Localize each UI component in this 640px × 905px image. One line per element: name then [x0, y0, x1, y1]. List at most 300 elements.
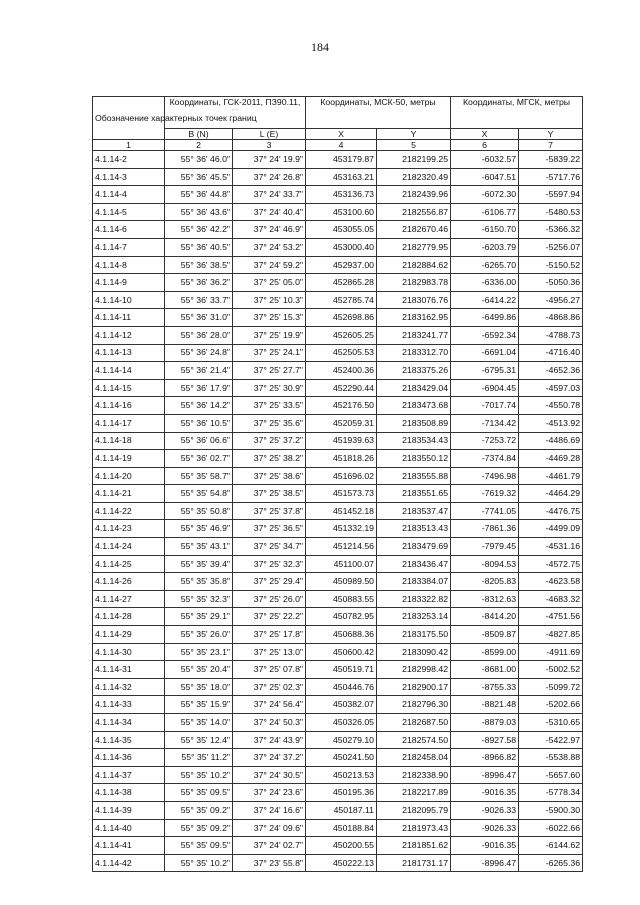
mgsk-x-cell: -7496.98 [451, 467, 519, 485]
msk-y-cell: 2183312.70 [377, 344, 451, 362]
msk-y-cell: 2183162.95 [377, 309, 451, 327]
msk-y-cell: 2182779.95 [377, 238, 451, 256]
header-mgsk-x: X [451, 129, 519, 140]
point-id-cell: 4.1.14-41 [93, 837, 165, 855]
msk-x-cell: 450883.55 [306, 590, 377, 608]
longitude-l-cell: 37° 25' 26.0" [233, 590, 306, 608]
msk-y-cell: 2183322.82 [377, 590, 451, 608]
mgsk-y-cell: -5366.32 [519, 221, 583, 239]
longitude-l-cell: 37° 24' 59.2" [233, 256, 306, 274]
mgsk-x-cell: -6047.51 [451, 168, 519, 186]
mgsk-x-cell: -7134.42 [451, 414, 519, 432]
msk-y-cell: 2183534.43 [377, 432, 451, 450]
mgsk-y-cell: -4486.69 [519, 432, 583, 450]
header-point-designation: Обозначение характерных точек границ [93, 97, 165, 140]
msk-x-cell: 450213.53 [306, 766, 377, 784]
longitude-l-cell: 37° 25' 38.5" [233, 485, 306, 503]
point-id-cell: 4.1.14-26 [93, 573, 165, 591]
mgsk-x-cell: -6032.57 [451, 151, 519, 169]
mgsk-y-cell: -5717.76 [519, 168, 583, 186]
msk-x-cell: 452505.53 [306, 344, 377, 362]
point-id-cell: 4.1.14-40 [93, 819, 165, 837]
latitude-b-cell: 55° 36' 36.2" [165, 274, 233, 292]
longitude-l-cell: 37° 25' 24.1" [233, 344, 306, 362]
mgsk-y-cell: -5422.97 [519, 731, 583, 749]
latitude-b-cell: 55° 36' 38.5" [165, 256, 233, 274]
mgsk-x-cell: -8996.47 [451, 854, 519, 872]
mgsk-x-cell: -8509.87 [451, 626, 519, 644]
longitude-l-cell: 37° 25' 05.0" [233, 274, 306, 292]
longitude-l-cell: 37° 25' 32.3" [233, 555, 306, 573]
mgsk-y-cell: -4499.09 [519, 520, 583, 538]
mgsk-y-cell: -5150.52 [519, 256, 583, 274]
point-id-cell: 4.1.14-33 [93, 696, 165, 714]
point-id-cell: 4.1.14-29 [93, 626, 165, 644]
column-number: 7 [519, 140, 583, 151]
column-number: 2 [165, 140, 233, 151]
longitude-l-cell: 37° 24' 37.2" [233, 749, 306, 767]
msk-y-cell: 2181851.62 [377, 837, 451, 855]
table-row [93, 326, 583, 344]
longitude-l-cell: 37° 25' 38.6" [233, 467, 306, 485]
point-id-cell: 4.1.14-3 [93, 168, 165, 186]
latitude-b-cell: 55° 36' 06.6" [165, 432, 233, 450]
latitude-b-cell: 55° 36' 42.2" [165, 221, 233, 239]
mgsk-y-cell: -5202.66 [519, 696, 583, 714]
longitude-l-cell: 37° 25' 27.7" [233, 362, 306, 380]
point-id-cell: 4.1.14-27 [93, 590, 165, 608]
table-row [93, 309, 583, 327]
point-id-cell: 4.1.14-18 [93, 432, 165, 450]
msk-y-cell: 2183473.68 [377, 397, 451, 415]
latitude-b-cell: 55° 36' 21.4" [165, 362, 233, 380]
mgsk-x-cell: -7619.32 [451, 485, 519, 503]
msk-y-cell: 2183555.88 [377, 467, 451, 485]
mgsk-y-cell: -5310.65 [519, 714, 583, 732]
point-id-cell: 4.1.14-24 [93, 538, 165, 556]
msk-y-cell: 2182574.50 [377, 731, 451, 749]
mgsk-y-cell: -5900.30 [519, 801, 583, 819]
msk-y-cell: 2182998.42 [377, 661, 451, 679]
longitude-l-cell: 37° 24' 40.4" [233, 203, 306, 221]
table-row [93, 854, 583, 872]
msk-x-cell: 453136.73 [306, 186, 377, 204]
mgsk-x-cell: -7374.84 [451, 450, 519, 468]
mgsk-y-cell: -5480.53 [519, 203, 583, 221]
msk-y-cell: 2182095.79 [377, 801, 451, 819]
latitude-b-cell: 55° 35' 39.4" [165, 555, 233, 573]
table-row [93, 626, 583, 644]
coordinates-table [92, 96, 583, 872]
mgsk-y-cell: -4476.75 [519, 502, 583, 520]
point-id-cell: 4.1.14-9 [93, 274, 165, 292]
header-b: B (N) [165, 129, 233, 140]
longitude-l-cell: 37° 25' 38.2" [233, 450, 306, 468]
point-id-cell: 4.1.14-20 [93, 467, 165, 485]
mgsk-y-cell: -5002.52 [519, 661, 583, 679]
msk-y-cell: 2182217.89 [377, 784, 451, 802]
mgsk-y-cell: -4911.69 [519, 643, 583, 661]
msk-x-cell: 453055.05 [306, 221, 377, 239]
point-id-cell: 4.1.14-32 [93, 678, 165, 696]
table-row [93, 819, 583, 837]
mgsk-y-cell: -6144.62 [519, 837, 583, 855]
mgsk-x-cell: -6691.04 [451, 344, 519, 362]
point-id-cell: 4.1.14-42 [93, 854, 165, 872]
table-row [93, 256, 583, 274]
msk-y-cell: 2181973.43 [377, 819, 451, 837]
table-row [93, 450, 583, 468]
longitude-l-cell: 37° 25' 10.3" [233, 291, 306, 309]
latitude-b-cell: 55° 35' 09.5" [165, 837, 233, 855]
longitude-l-cell: 37° 24' 43.9" [233, 731, 306, 749]
msk-y-cell: 2182670.46 [377, 221, 451, 239]
longitude-l-cell: 37° 25' 17.8" [233, 626, 306, 644]
longitude-l-cell: 37° 24' 02.7" [233, 837, 306, 855]
msk-x-cell: 450382.07 [306, 696, 377, 714]
latitude-b-cell: 55° 35' 46.9" [165, 520, 233, 538]
table-row [93, 397, 583, 415]
mgsk-y-cell: -5538.88 [519, 749, 583, 767]
point-id-cell: 4.1.14-15 [93, 379, 165, 397]
longitude-l-cell: 37° 24' 16.6" [233, 801, 306, 819]
table-row [93, 696, 583, 714]
mgsk-y-cell: -4469.28 [519, 450, 583, 468]
mgsk-x-cell: -8755.33 [451, 678, 519, 696]
msk-x-cell: 453179.87 [306, 151, 377, 169]
msk-x-cell: 450688.36 [306, 626, 377, 644]
column-number: 3 [233, 140, 306, 151]
latitude-b-cell: 55° 35' 15.9" [165, 696, 233, 714]
longitude-l-cell: 37° 25' 36.5" [233, 520, 306, 538]
msk-x-cell: 451818.26 [306, 450, 377, 468]
point-id-cell: 4.1.14-37 [93, 766, 165, 784]
point-id-cell: 4.1.14-36 [93, 749, 165, 767]
point-id-cell: 4.1.14-30 [93, 643, 165, 661]
table-row [93, 784, 583, 802]
latitude-b-cell: 55° 36' 17.9" [165, 379, 233, 397]
latitude-b-cell: 55° 35' 29.1" [165, 608, 233, 626]
msk-y-cell: 2182687.50 [377, 714, 451, 732]
table-row [93, 203, 583, 221]
msk-y-cell: 2182458.04 [377, 749, 451, 767]
msk-y-cell: 2183175.50 [377, 626, 451, 644]
mgsk-y-cell: -5597.94 [519, 186, 583, 204]
msk-y-cell: 2183241.77 [377, 326, 451, 344]
table-row [93, 151, 583, 169]
latitude-b-cell: 55° 35' 20.4" [165, 661, 233, 679]
mgsk-y-cell: -5839.22 [519, 151, 583, 169]
longitude-l-cell: 37° 25' 22.2" [233, 608, 306, 626]
msk-y-cell: 2182439.96 [377, 186, 451, 204]
longitude-l-cell: 37° 25' 19.9" [233, 326, 306, 344]
msk-x-cell: 450446.76 [306, 678, 377, 696]
table-body [93, 151, 583, 872]
latitude-b-cell: 55° 35' 12.4" [165, 731, 233, 749]
msk-x-cell: 451939.63 [306, 432, 377, 450]
point-id-cell: 4.1.14-13 [93, 344, 165, 362]
longitude-l-cell: 37° 24' 56.4" [233, 696, 306, 714]
msk-x-cell: 450222.13 [306, 854, 377, 872]
msk-y-cell: 2182338.90 [377, 766, 451, 784]
msk-y-cell: 2183550.12 [377, 450, 451, 468]
table-header [93, 97, 583, 151]
msk-x-cell: 451696.02 [306, 467, 377, 485]
table-row [93, 344, 583, 362]
msk-y-cell: 2183429.04 [377, 379, 451, 397]
msk-x-cell: 453100.60 [306, 203, 377, 221]
page-number: 184 [311, 40, 329, 54]
point-id-cell: 4.1.14-12 [93, 326, 165, 344]
point-id-cell: 4.1.14-23 [93, 520, 165, 538]
longitude-l-cell: 37° 25' 33.5" [233, 397, 306, 415]
mgsk-y-cell: -4956.27 [519, 291, 583, 309]
msk-x-cell: 450326.05 [306, 714, 377, 732]
latitude-b-cell: 55° 36' 24.8" [165, 344, 233, 362]
msk-x-cell: 452698.86 [306, 309, 377, 327]
table-row [93, 221, 583, 239]
mgsk-x-cell: -6072.30 [451, 186, 519, 204]
header-msk-group: Координаты, МСК-50, метры [306, 97, 451, 129]
msk-y-cell: 2183479.69 [377, 538, 451, 556]
mgsk-x-cell: -6106.77 [451, 203, 519, 221]
table-row [93, 714, 583, 732]
msk-y-cell: 2182983.78 [377, 274, 451, 292]
latitude-b-cell: 55° 35' 43.1" [165, 538, 233, 556]
mgsk-x-cell: -9026.33 [451, 819, 519, 837]
mgsk-y-cell: -4597.03 [519, 379, 583, 397]
latitude-b-cell: 55° 35' 54.8" [165, 485, 233, 503]
msk-x-cell: 452290.44 [306, 379, 377, 397]
msk-y-cell: 2181731.17 [377, 854, 451, 872]
msk-x-cell: 450519.71 [306, 661, 377, 679]
msk-y-cell: 2183436.47 [377, 555, 451, 573]
table-row [93, 467, 583, 485]
mgsk-x-cell: -6414.22 [451, 291, 519, 309]
msk-y-cell: 2182900.17 [377, 678, 451, 696]
mgsk-x-cell: -7861.36 [451, 520, 519, 538]
table-row [93, 766, 583, 784]
msk-y-cell: 2182884.62 [377, 256, 451, 274]
msk-x-cell: 450187.11 [306, 801, 377, 819]
point-id-cell: 4.1.14-6 [93, 221, 165, 239]
latitude-b-cell: 55° 35' 23.1" [165, 643, 233, 661]
msk-x-cell: 450195.36 [306, 784, 377, 802]
mgsk-y-cell: -6022.66 [519, 819, 583, 837]
mgsk-y-cell: -4464.29 [519, 485, 583, 503]
msk-y-cell: 2182199.25 [377, 151, 451, 169]
mgsk-y-cell: -4623.58 [519, 573, 583, 591]
mgsk-y-cell: -4531.16 [519, 538, 583, 556]
msk-x-cell: 451573.73 [306, 485, 377, 503]
table-row [93, 661, 583, 679]
point-id-cell: 4.1.14-11 [93, 309, 165, 327]
mgsk-x-cell: -7017.74 [451, 397, 519, 415]
latitude-b-cell: 55° 36' 14.2" [165, 397, 233, 415]
longitude-l-cell: 37° 24' 46.9" [233, 221, 306, 239]
msk-y-cell: 2183090.42 [377, 643, 451, 661]
mgsk-y-cell: -6265.36 [519, 854, 583, 872]
mgsk-x-cell: -8966.82 [451, 749, 519, 767]
latitude-b-cell: 55° 35' 18.0" [165, 678, 233, 696]
point-id-cell: 4.1.14-8 [93, 256, 165, 274]
table-row [93, 590, 583, 608]
mgsk-y-cell: -4513.92 [519, 414, 583, 432]
mgsk-y-cell: -4652.36 [519, 362, 583, 380]
header-msk-y: Y [377, 129, 451, 140]
mgsk-y-cell: -5778.34 [519, 784, 583, 802]
latitude-b-cell: 55° 36' 10.5" [165, 414, 233, 432]
msk-y-cell: 2183384.07 [377, 573, 451, 591]
table-row [93, 274, 583, 292]
point-id-cell: 4.1.14-5 [93, 203, 165, 221]
latitude-b-cell: 55° 35' 14.0" [165, 714, 233, 732]
header-l: L (E) [233, 129, 306, 140]
mgsk-x-cell: -8821.48 [451, 696, 519, 714]
longitude-l-cell: 37° 25' 02.3" [233, 678, 306, 696]
point-id-cell: 4.1.14-28 [93, 608, 165, 626]
msk-x-cell: 450782.95 [306, 608, 377, 626]
latitude-b-cell: 55° 35' 11.2" [165, 749, 233, 767]
msk-x-cell: 452059.31 [306, 414, 377, 432]
table-row [93, 186, 583, 204]
mgsk-x-cell: -9016.35 [451, 837, 519, 855]
mgsk-x-cell: -6150.70 [451, 221, 519, 239]
mgsk-x-cell: -8681.00 [451, 661, 519, 679]
msk-y-cell: 2182556.87 [377, 203, 451, 221]
latitude-b-cell: 55° 36' 43.6" [165, 203, 233, 221]
latitude-b-cell: 55° 36' 33.7" [165, 291, 233, 309]
longitude-l-cell: 37° 24' 26.8" [233, 168, 306, 186]
point-id-cell: 4.1.14-25 [93, 555, 165, 573]
longitude-l-cell: 37° 25' 30.9" [233, 379, 306, 397]
mgsk-x-cell: -7979.45 [451, 538, 519, 556]
longitude-l-cell: 37° 23' 55.8" [233, 854, 306, 872]
point-id-cell: 4.1.14-4 [93, 186, 165, 204]
mgsk-x-cell: -6203.79 [451, 238, 519, 256]
msk-x-cell: 451100.07 [306, 555, 377, 573]
column-number: 1 [93, 140, 165, 151]
table-row [93, 801, 583, 819]
msk-y-cell: 2183551.65 [377, 485, 451, 503]
msk-x-cell: 452937.00 [306, 256, 377, 274]
longitude-l-cell: 37° 25' 15.3" [233, 309, 306, 327]
latitude-b-cell: 55° 35' 50.8" [165, 502, 233, 520]
msk-x-cell: 452605.25 [306, 326, 377, 344]
point-id-cell: 4.1.14-31 [93, 661, 165, 679]
point-id-cell: 4.1.14-19 [93, 450, 165, 468]
longitude-l-cell: 37° 25' 13.0" [233, 643, 306, 661]
point-id-cell: 4.1.14-16 [93, 397, 165, 415]
table-row [93, 291, 583, 309]
longitude-l-cell: 37° 25' 37.8" [233, 502, 306, 520]
mgsk-y-cell: -4572.75 [519, 555, 583, 573]
msk-x-cell: 452400.36 [306, 362, 377, 380]
longitude-l-cell: 37° 24' 23.6" [233, 784, 306, 802]
mgsk-x-cell: -8094.53 [451, 555, 519, 573]
point-id-cell: 4.1.14-17 [93, 414, 165, 432]
table-row [93, 502, 583, 520]
msk-y-cell: 2183508.89 [377, 414, 451, 432]
header-gsk-units: ° ' " [232, 107, 239, 113]
mgsk-y-cell: -5657.60 [519, 766, 583, 784]
column-number: 5 [377, 140, 451, 151]
msk-y-cell: 2183076.76 [377, 291, 451, 309]
longitude-l-cell: 37° 24' 19.9" [233, 151, 306, 169]
mgsk-y-cell: -4716.40 [519, 344, 583, 362]
table-row [93, 837, 583, 855]
table-row [93, 608, 583, 626]
longitude-l-cell: 37° 24' 09.6" [233, 819, 306, 837]
mgsk-y-cell: -4788.73 [519, 326, 583, 344]
msk-x-cell: 452785.74 [306, 291, 377, 309]
msk-x-cell: 451332.19 [306, 520, 377, 538]
longitude-l-cell: 37° 25' 34.7" [233, 538, 306, 556]
mgsk-x-cell: -8414.20 [451, 608, 519, 626]
header-mgsk-group: Координаты, МГСК, метры [451, 97, 583, 129]
msk-x-cell: 450989.50 [306, 573, 377, 591]
mgsk-x-cell: -8996.47 [451, 766, 519, 784]
table-row [93, 749, 583, 767]
table-row [93, 238, 583, 256]
latitude-b-cell: 55° 35' 26.0" [165, 626, 233, 644]
latitude-b-cell: 55° 36' 28.0" [165, 326, 233, 344]
latitude-b-cell: 55° 36' 44.8" [165, 186, 233, 204]
mgsk-y-cell: -5099.72 [519, 678, 583, 696]
point-id-cell: 4.1.14-39 [93, 801, 165, 819]
msk-x-cell: 451214.56 [306, 538, 377, 556]
mgsk-x-cell: -7741.05 [451, 502, 519, 520]
msk-x-cell: 453000.40 [306, 238, 377, 256]
msk-x-cell: 450188.84 [306, 819, 377, 837]
table-row [93, 678, 583, 696]
table-row [93, 731, 583, 749]
mgsk-x-cell: -8879.03 [451, 714, 519, 732]
mgsk-y-cell: -4751.56 [519, 608, 583, 626]
longitude-l-cell: 37° 25' 07.8" [233, 661, 306, 679]
msk-x-cell: 450200.55 [306, 837, 377, 855]
mgsk-x-cell: -9016.35 [451, 784, 519, 802]
table-row [93, 414, 583, 432]
mgsk-x-cell: -8927.58 [451, 731, 519, 749]
point-id-cell: 4.1.14-38 [93, 784, 165, 802]
msk-x-cell: 450600.42 [306, 643, 377, 661]
table-row [93, 538, 583, 556]
latitude-b-cell: 55° 35' 10.2" [165, 854, 233, 872]
latitude-b-cell: 55° 35' 09.5" [165, 784, 233, 802]
latitude-b-cell: 55° 35' 09.2" [165, 819, 233, 837]
latitude-b-cell: 55° 35' 58.7" [165, 467, 233, 485]
latitude-b-cell: 55° 36' 40.5" [165, 238, 233, 256]
mgsk-x-cell: -9026.33 [451, 801, 519, 819]
point-id-cell: 4.1.14-22 [93, 502, 165, 520]
longitude-l-cell: 37° 24' 50.3" [233, 714, 306, 732]
latitude-b-cell: 55° 36' 46.0" [165, 151, 233, 169]
column-number: 6 [451, 140, 519, 151]
point-id-cell: 4.1.14-14 [93, 362, 165, 380]
mgsk-x-cell: -8205.83 [451, 573, 519, 591]
table-row [93, 379, 583, 397]
mgsk-x-cell: -6336.00 [451, 274, 519, 292]
mgsk-x-cell: -6795.31 [451, 362, 519, 380]
longitude-l-cell: 37° 25' 35.6" [233, 414, 306, 432]
latitude-b-cell: 55° 36' 31.0" [165, 309, 233, 327]
mgsk-y-cell: -4827.85 [519, 626, 583, 644]
msk-y-cell: 2183537.47 [377, 502, 451, 520]
table-row [93, 432, 583, 450]
table-row [93, 520, 583, 538]
msk-y-cell: 2183375.26 [377, 362, 451, 380]
